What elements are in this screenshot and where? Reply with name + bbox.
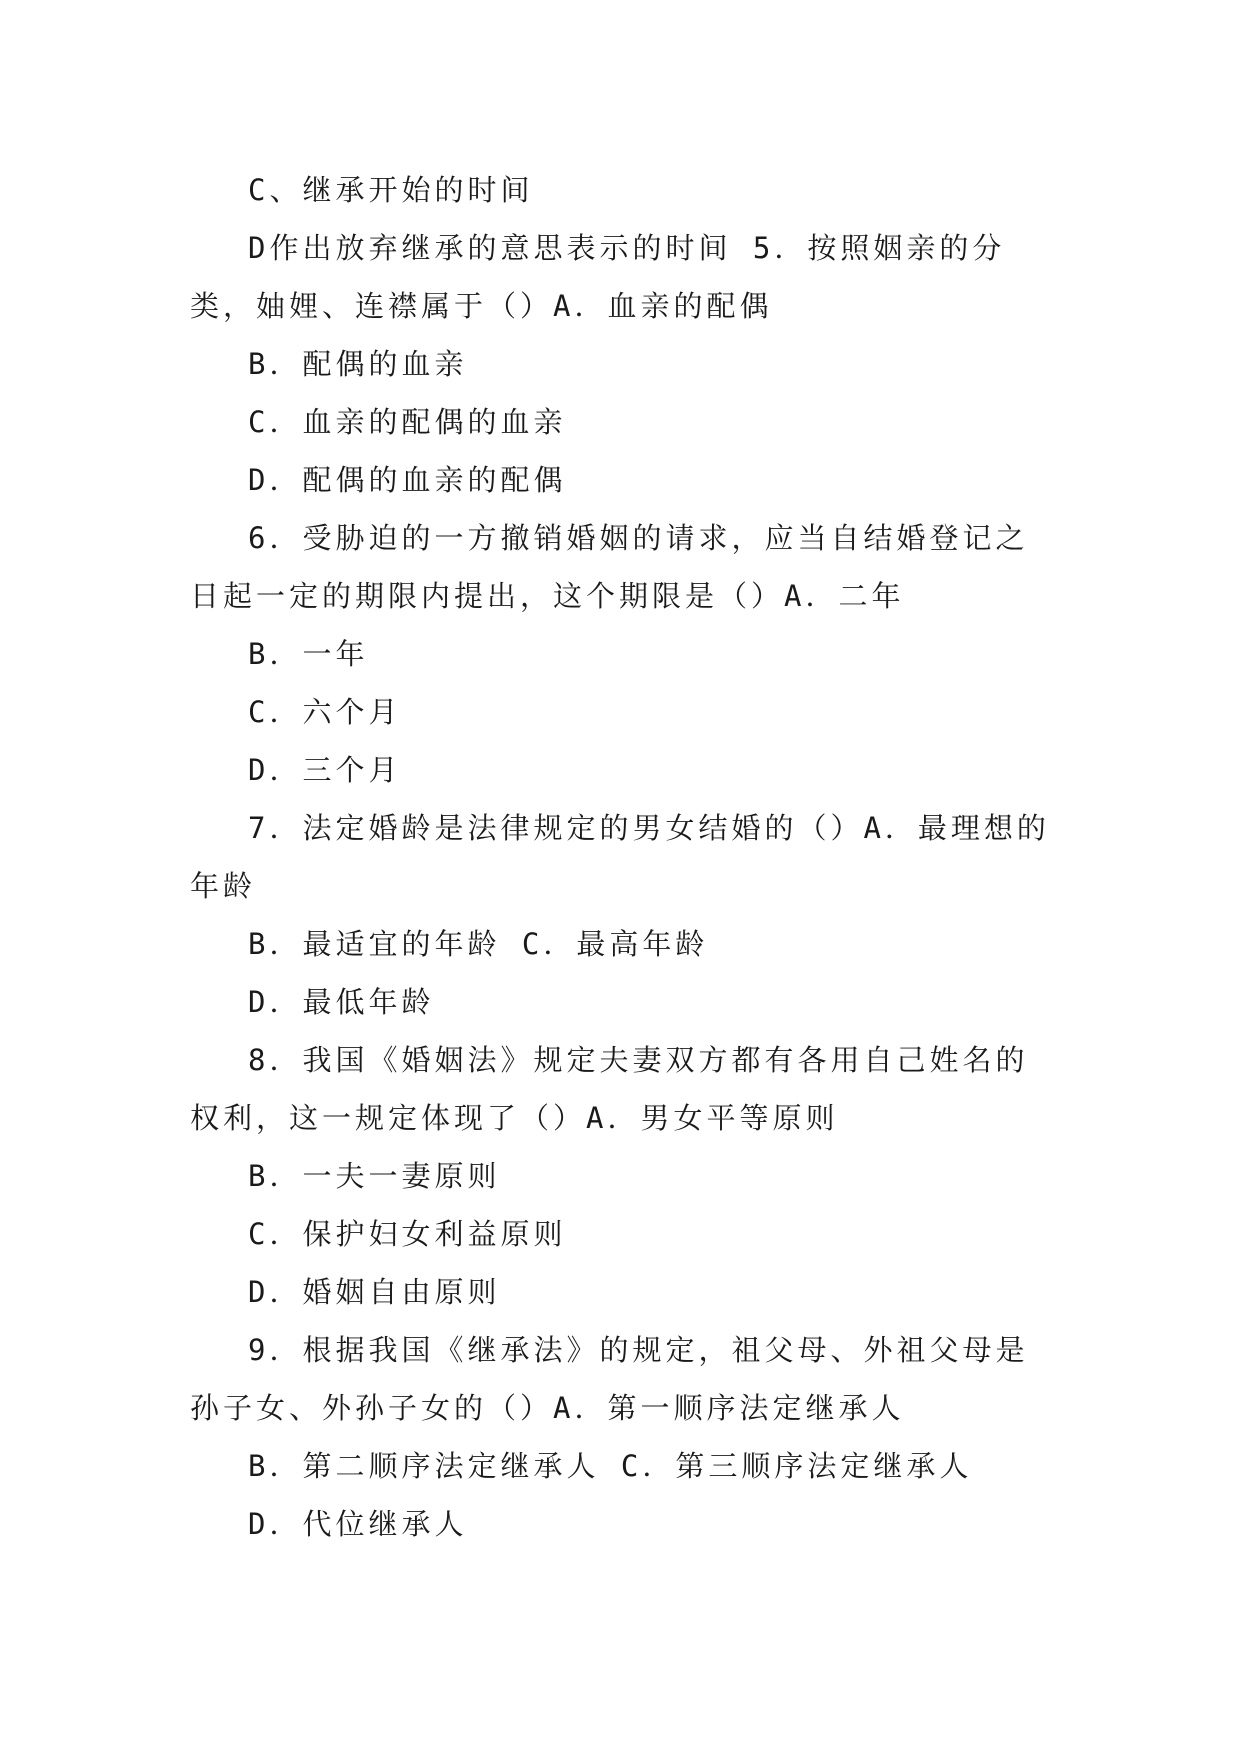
paragraph-q6-option-c: C．六个月 — [248, 695, 402, 729]
paragraph-q7-option-b-c: B．最适宜的年龄 C．最高年龄 — [248, 927, 709, 961]
paragraph-q8-option-c: C．保护妇女利益原则 — [248, 1217, 567, 1251]
paragraph-q6-option-b: B．一年 — [248, 637, 369, 671]
paragraph-q8-option-b: B．一夫一妻原则 — [248, 1159, 501, 1193]
paragraph-q6: 6．受胁迫的一方撤销婚姻的请求，应当自结婚登记之日起一定的期限内提出，这个期限是（）A．二年 — [190, 521, 1029, 613]
paragraph-q7: 7．法定婚龄是法律规定的男女结婚的（）A．最理想的年龄 — [190, 811, 1050, 903]
paragraph-q5-option-b: B．配偶的血亲 — [248, 347, 468, 381]
paragraph-q5-option-d: D．配偶的血亲的配偶 — [248, 463, 567, 497]
paragraph-option-c-q4: C、继承开始的时间 — [248, 173, 534, 207]
paragraph-q5: D作出放弃继承的意思表示的时间 5．按照姻亲的分类，妯娌、连襟属于（）A．血亲的配偶 — [190, 231, 1006, 323]
paragraph-q9-option-b-c: B．第二顺序法定继承人 C．第三顺序法定继承人 — [248, 1449, 973, 1483]
paragraph-q9: 9．根据我国《继承法》的规定，祖父母、外祖父母是孙子女、外孙子女的（）A．第一顺序法定继承人 — [190, 1333, 1029, 1425]
paragraph-q8-option-d: D．婚姻自由原则 — [248, 1275, 501, 1309]
paragraph-q8: 8．我国《婚姻法》规定夫妻双方都有各用自己姓名的权利，这一规定体现了（）A．男女平等原则 — [190, 1043, 1029, 1135]
paragraph-q7-option-d: D．最低年龄 — [248, 985, 435, 1019]
paragraph-q9-option-d: D．代位继承人 — [248, 1507, 468, 1541]
paragraph-q5-option-c: C．血亲的配偶的血亲 — [248, 405, 567, 439]
paragraph-q6-option-d: D．三个月 — [248, 753, 402, 787]
